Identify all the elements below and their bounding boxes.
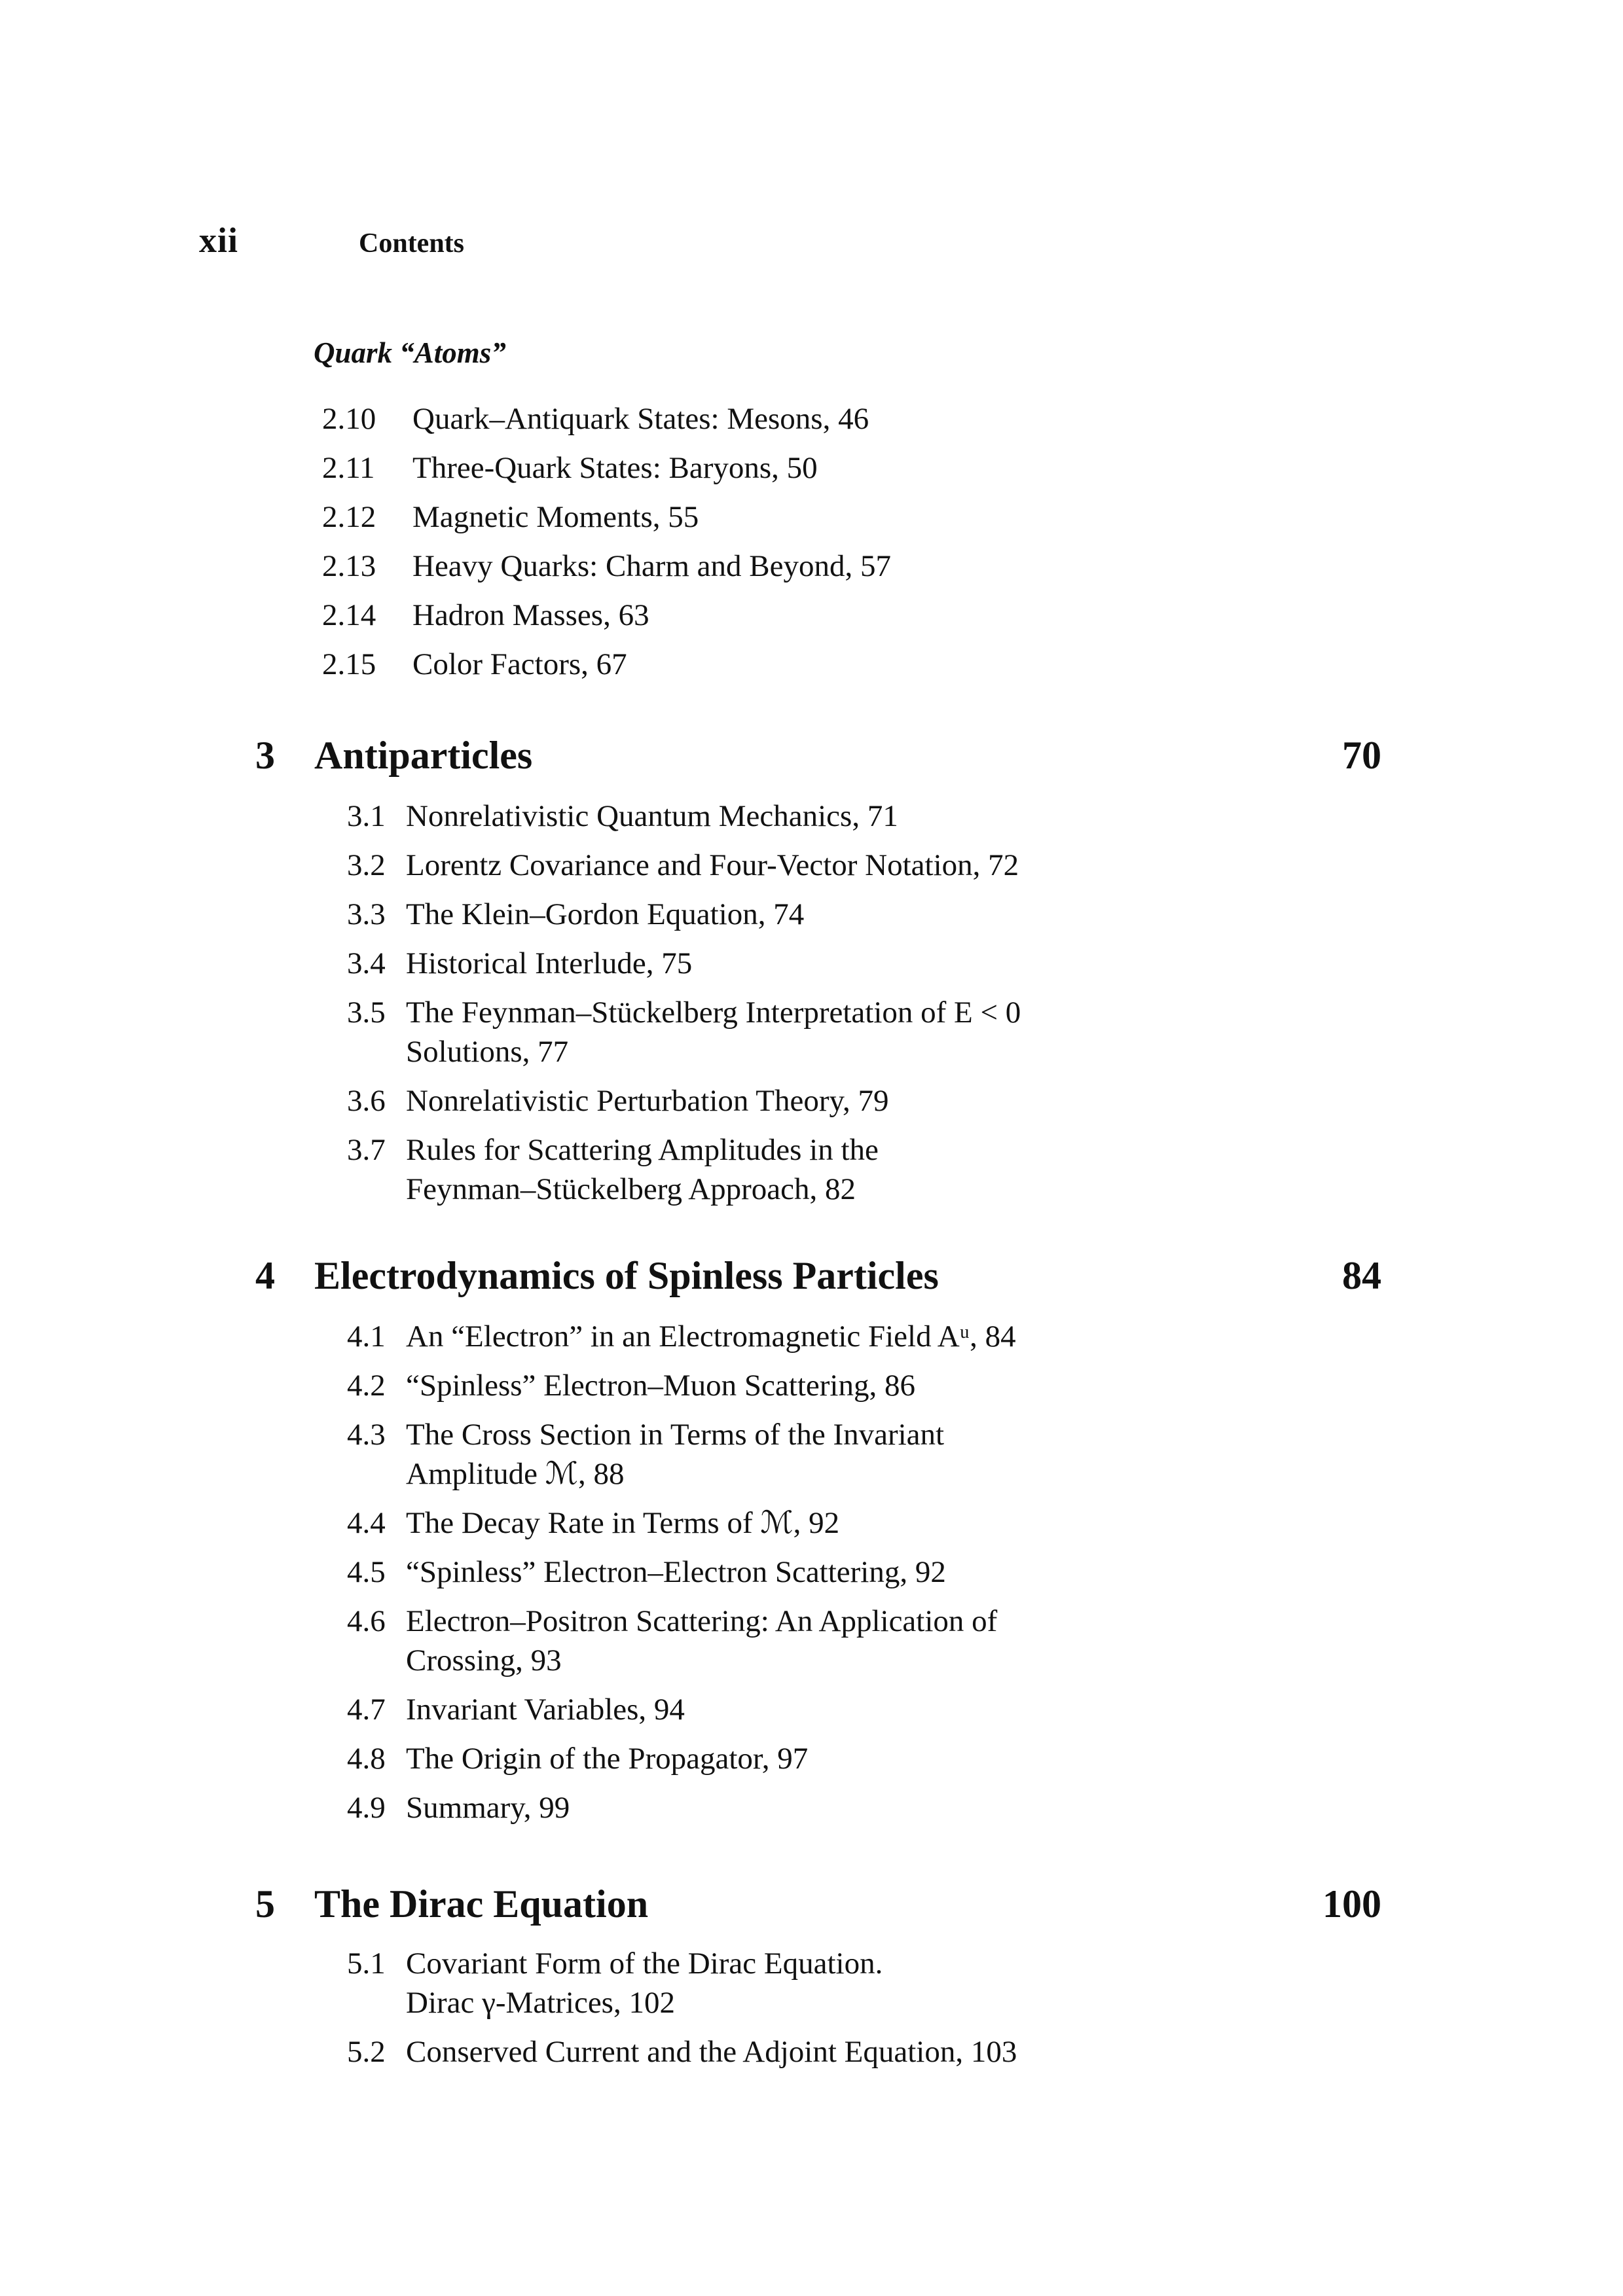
toc-entry: 5.2 Conserved Current and the Adjoint Equation, 103 [347, 2035, 1017, 2069]
toc-entry: 3.2 Lorentz Covariance and Four-Vector Notation, 72 [347, 848, 1019, 882]
page-folio: xii [199, 221, 239, 260]
toc-entry: 2.14 Hadron Masses, 63 [322, 598, 649, 632]
toc-entry: 2.10 Quark–Antiquark States: Mesons, 46 [322, 402, 869, 436]
toc-entry: 4.4 The Decay Rate in Terms of ℳ, 92 [347, 1506, 840, 1540]
chapter-number: 3 [255, 734, 275, 777]
toc-entry: 4.2 “Spinless” Electron–Muon Scattering, 86 [347, 1369, 915, 1403]
chapter-page: 70 [1342, 734, 1381, 777]
toc-entry: 2.13 Heavy Quarks: Charm and Beyond, 57 [322, 549, 891, 583]
toc-entry: 2.12 Magnetic Moments, 55 [322, 500, 699, 534]
chapter-page: 100 [1322, 1882, 1381, 1926]
toc-entry: 2.11 Three-Quark States: Baryons, 50 [322, 451, 818, 485]
chapter-number: 5 [255, 1882, 275, 1926]
toc-entry: 4.3 The Cross Section in Terms of the Invariant Amplitude ℳ, 88 [347, 1418, 945, 1491]
toc-entry: 3.4 Historical Interlude, 75 [347, 946, 693, 980]
toc-entry: 4.9 Summary, 99 [347, 1791, 570, 1825]
toc-entry: 4.1 An “Electron” in an Electromagnetic Field Aᵘ, 84 [347, 1319, 1016, 1354]
toc-entry: 3.5 The Feynman–Stückelberg Interpretation of E < 0 Solutions, 77 [347, 996, 1021, 1069]
toc-entry: 4.8 The Origin of the Propagator, 97 [347, 1742, 809, 1776]
toc-entry: 4.5 “Spinless” Electron–Electron Scattering, 92 [347, 1555, 946, 1589]
toc-entry: 2.15 Color Factors, 67 [322, 647, 627, 681]
chapter-title: Electrodynamics of Spinless Particles [314, 1254, 939, 1297]
chapter-title: The Dirac Equation [314, 1882, 649, 1926]
toc-entry: 3.3 The Klein–Gordon Equation, 74 [347, 897, 805, 931]
section-heading: Quark “Atoms” [314, 336, 506, 369]
running-title: Contents [359, 228, 465, 259]
toc-entry: 4.7 Invariant Variables, 94 [347, 1693, 685, 1727]
chapter-title: Antiparticles [314, 734, 533, 777]
toc-entry: 3.7 Rules for Scattering Amplitudes in the Feynman–Stückelberg Approach, 82 [347, 1133, 879, 1206]
toc-entry: 4.6 Electron–Positron Scattering: An Application of Crossing, 93 [347, 1604, 998, 1677]
toc-entry: 5.1 Covariant Form of the Dirac Equation. Dirac γ-Matrices, 102 [347, 1946, 883, 2020]
chapter-number: 4 [255, 1254, 275, 1297]
toc-entry: 3.6 Nonrelativistic Perturbation Theory, 79 [347, 1084, 889, 1118]
chapter-page: 84 [1342, 1254, 1381, 1297]
toc-entry: 3.1 Nonrelativistic Quantum Mechanics, 71 [347, 799, 898, 833]
